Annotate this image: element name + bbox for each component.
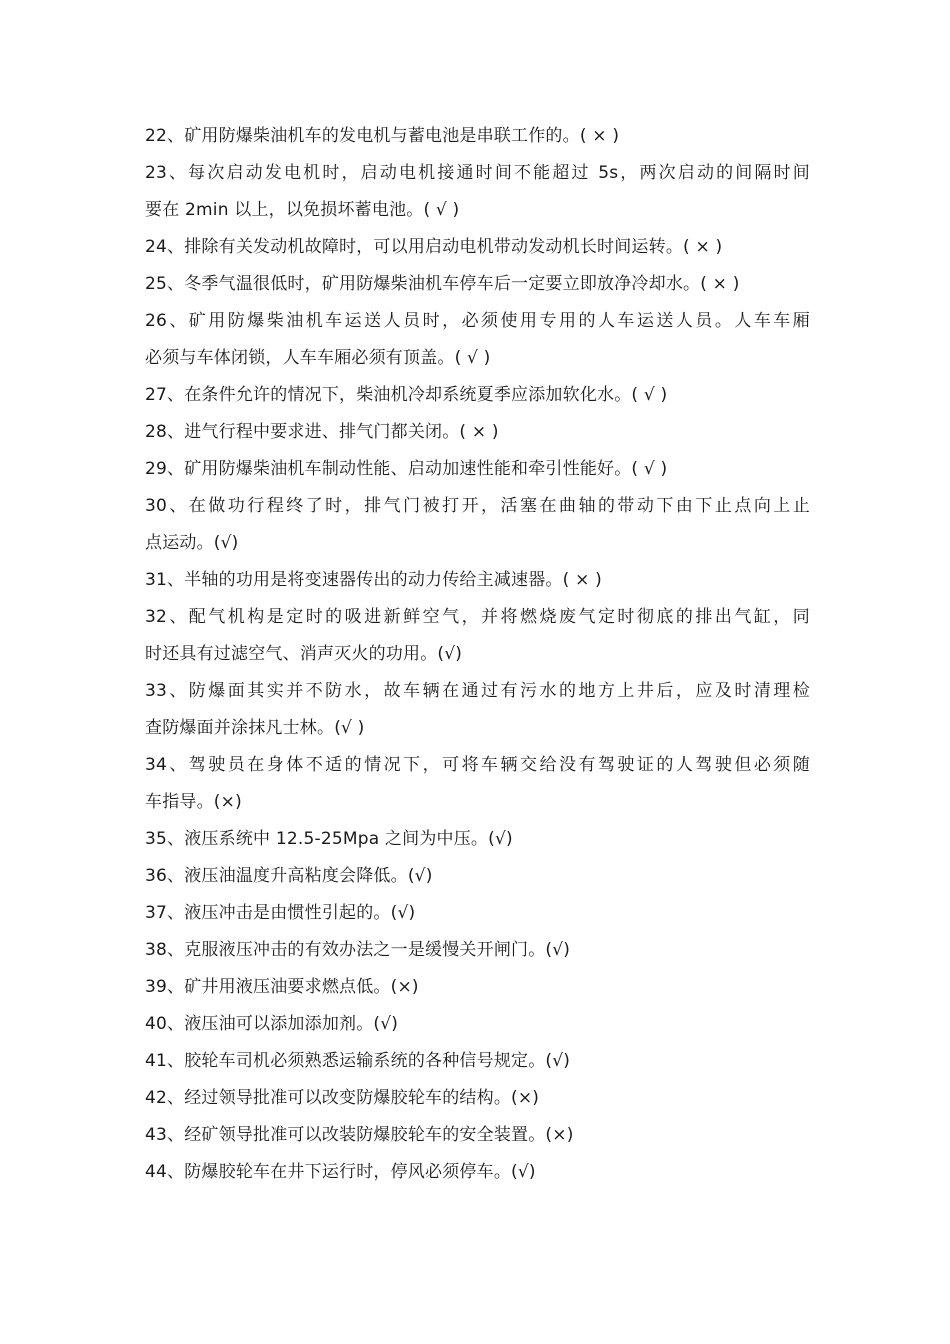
text-line: 36、液压油温度升高粘度会降低。(√) bbox=[145, 866, 433, 886]
text-line: 38、克服液压冲击的有效办法之一是缓慢关开闸门。(√) bbox=[145, 940, 571, 960]
text-line: 点运动。(√) bbox=[145, 533, 239, 553]
text-line: 35、液压系统中 12.5-25Mpa 之间为中压。(√) bbox=[145, 829, 513, 849]
text-line: 39、矿井用液压油要求燃点低。(×) bbox=[145, 977, 419, 997]
text-line: 32、配气机构是定时的吸进新鲜空气，并将燃烧废气定时彻底的排出气缸，同 bbox=[145, 607, 810, 627]
text-line: 43、经矿领导批准可以改装防爆胶轮车的安全装置。(×) bbox=[145, 1125, 574, 1145]
text-line: 33、防爆面其实并不防水，故车辆在通过有污水的地方上井后，应及时清理检 bbox=[145, 681, 810, 701]
text-line: 28、进气行程中要求进、排气门都关闭。( × ) bbox=[145, 422, 499, 442]
text-line: 车指导。(×) bbox=[145, 792, 242, 812]
text-line: 34、驾驶员在身体不适的情况下，可将车辆交给没有驾驶证的人驾驶但必须随 bbox=[145, 755, 810, 775]
text-line: 44、防爆胶轮车在井下运行时，停风必须停车。(√) bbox=[145, 1162, 536, 1182]
text-line: 25、冬季气温很低时，矿用防爆柴油机车停车后一定要立即放净冷却水。( × ) bbox=[145, 274, 740, 294]
text-line: 42、经过领导批准可以改变防爆胶轮车的结构。(×) bbox=[145, 1088, 540, 1108]
text-line: 26、矿用防爆柴油机车运送人员时，必须使用专用的人车运送人员。人车车厢 bbox=[145, 311, 810, 331]
text-line: 41、胶轮车司机必须熟悉运输系统的各种信号规定。(√) bbox=[145, 1051, 571, 1071]
text-line: 必须与车体闭锁，人车车厢必须有顶盖。( √ ) bbox=[145, 348, 491, 368]
text-line: 23、每次启动发电机时，启动电机接通时间不能超过 5s，两次启动的间隔时间 bbox=[145, 163, 810, 183]
text-line: 查防爆面并涂抹凡士林。(√ ) bbox=[145, 718, 365, 738]
text-line: 31、半轴的功用是将变速器传出的动力传给主减速器。( × ) bbox=[145, 570, 602, 590]
document-body bbox=[145, 118, 810, 1191]
text-line: 40、液压油可以添加添加剂。(√) bbox=[145, 1014, 399, 1034]
text-line: 时还具有过滤空气、消声灭火的功用。(√) bbox=[145, 644, 463, 664]
text-line: 要在 2min 以上，以免损坏蓄电池。( √ ) bbox=[145, 200, 460, 220]
text-line: 29、矿用防爆柴油机车制动性能、启动加速性能和牵引性能好。( √ ) bbox=[145, 459, 668, 479]
text-line: 24、排除有关发动机故障时，可以用启动电机带动发动机长时间运转。( × ) bbox=[145, 237, 723, 257]
text-line: 27、在条件允许的情况下，柴油机冷却系统夏季应添加软化水。( √ ) bbox=[145, 385, 668, 405]
text-line: 37、液压冲击是由惯性引起的。(√) bbox=[145, 903, 416, 923]
text-line: 30、在做功行程终了时，排气门被打开，活塞在曲轴的带动下由下止点向上止 bbox=[145, 496, 810, 516]
text-line: 22、矿用防爆柴油机车的发电机与蓄电池是串联工作的。( × ) bbox=[145, 126, 620, 146]
